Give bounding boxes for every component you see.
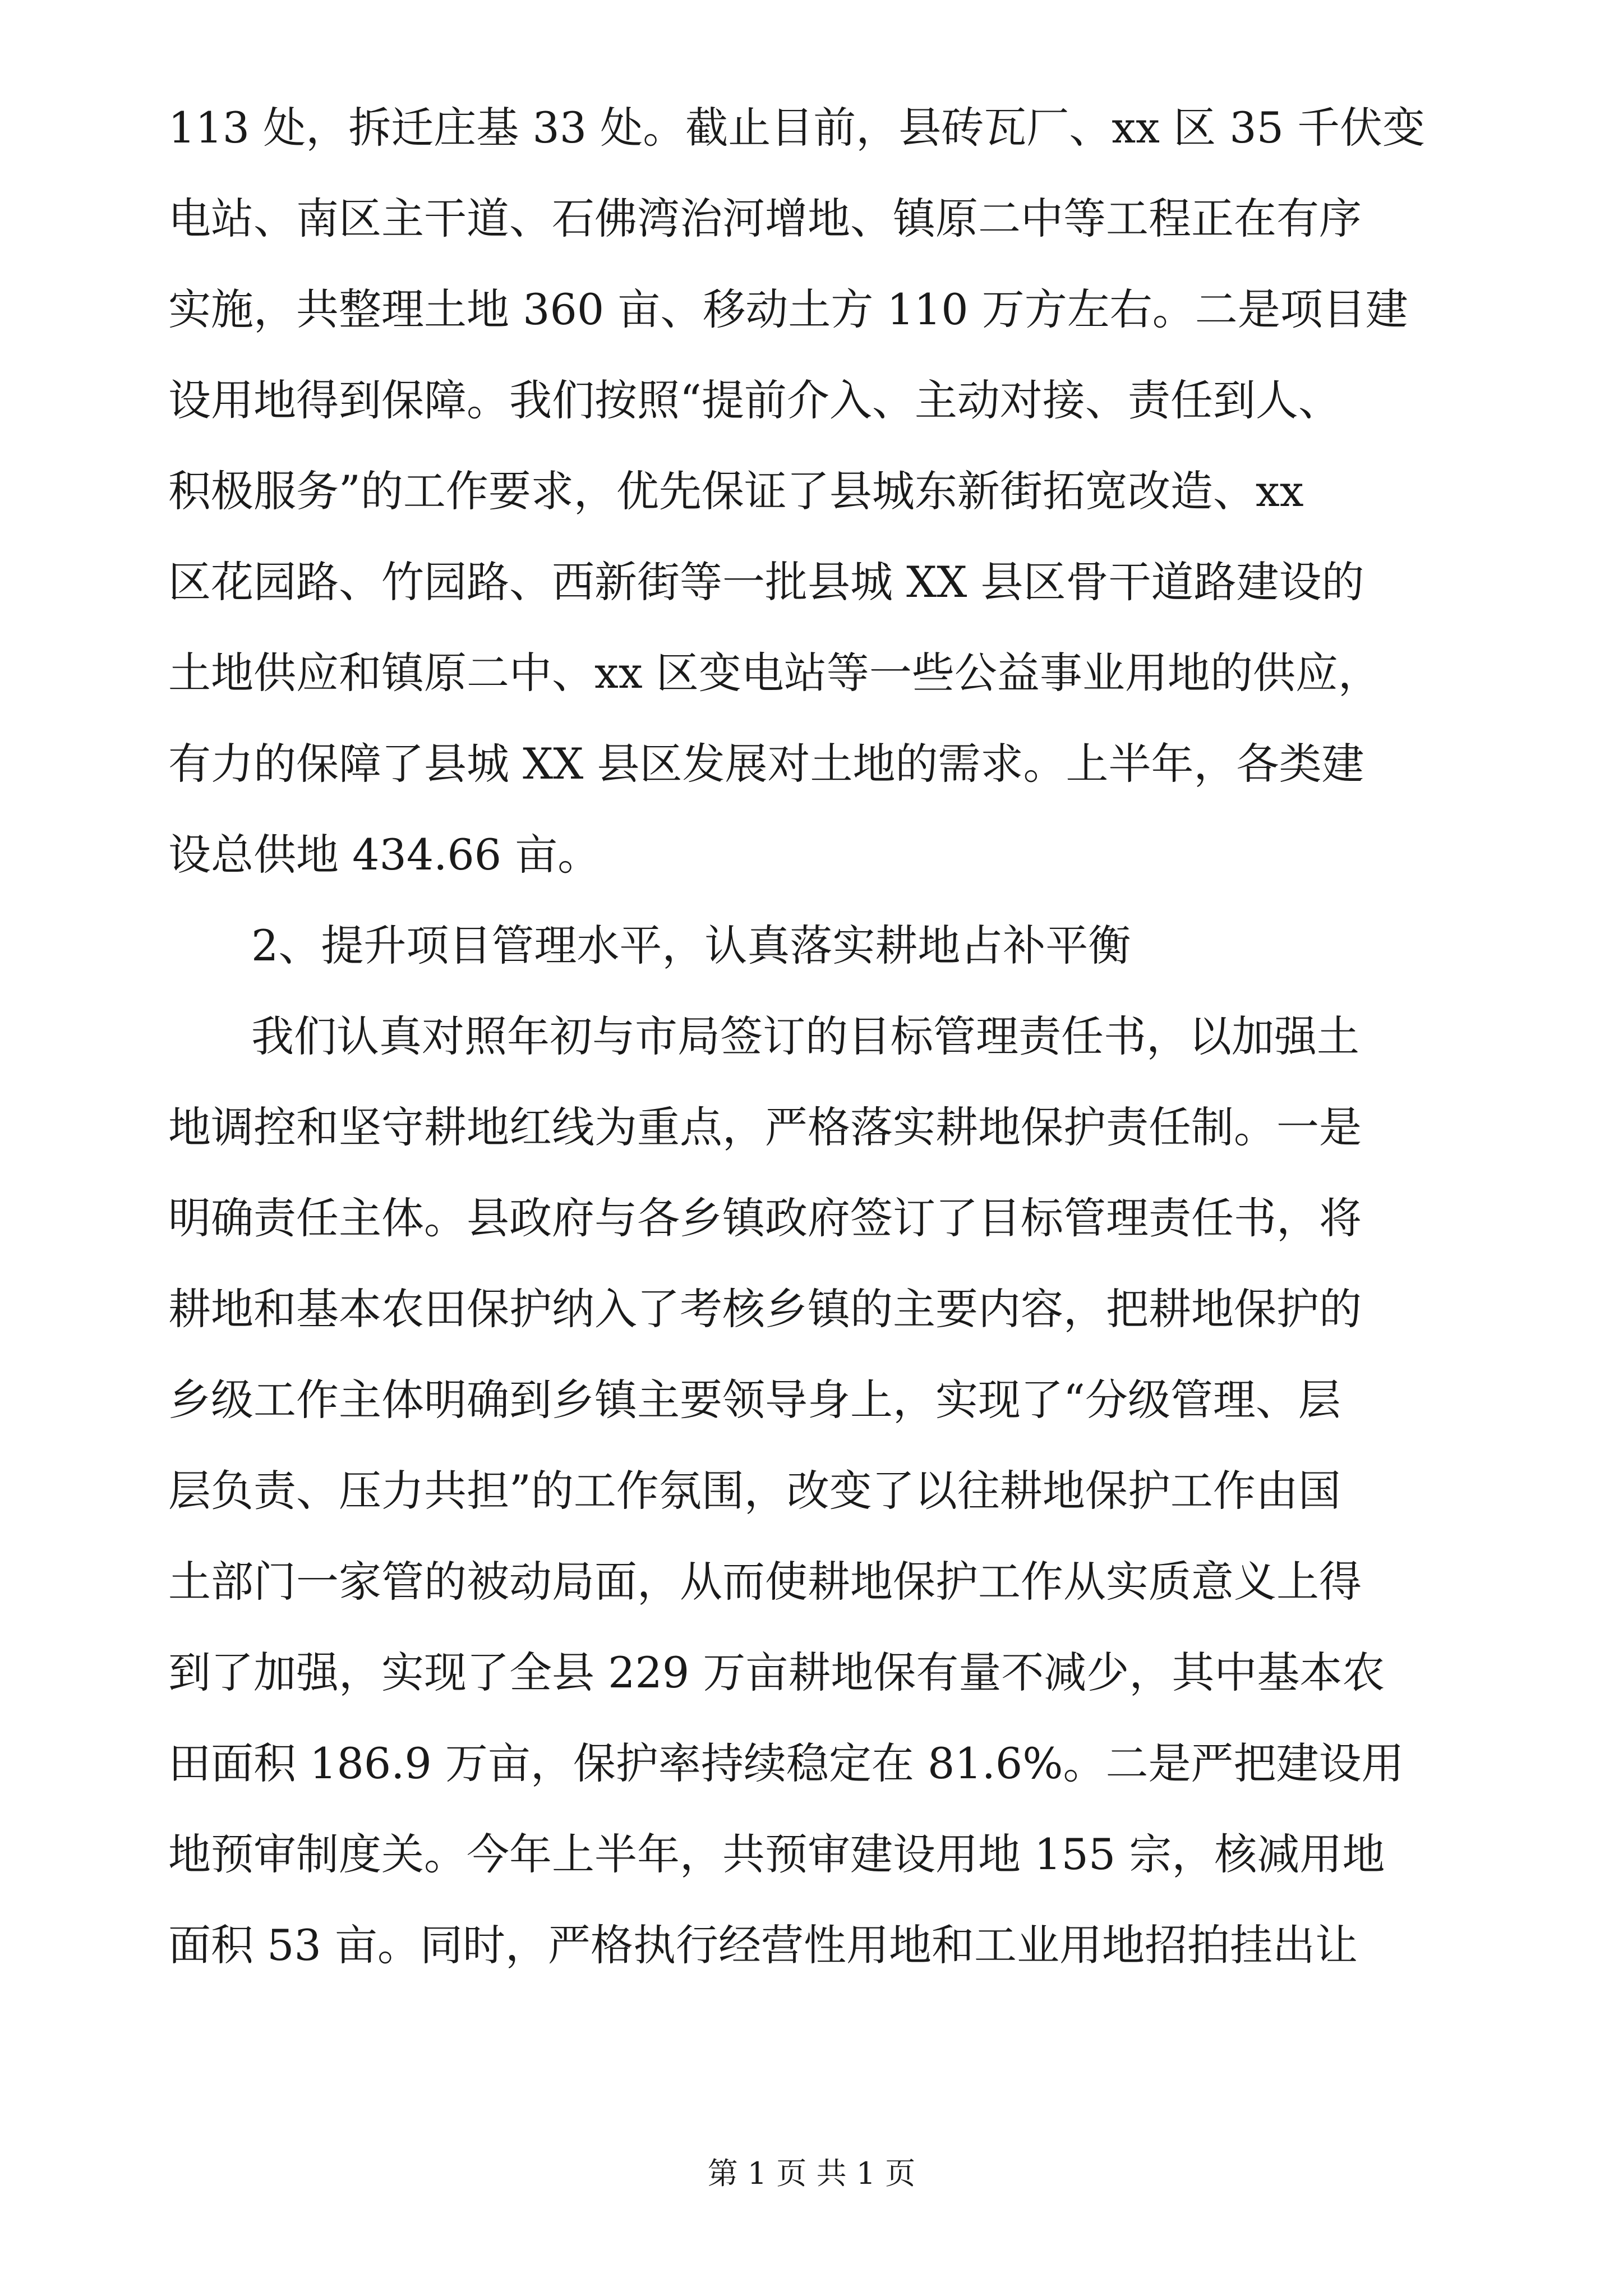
body-text-line: 耕地和基本农田保护纳入了考核乡镇的主要内容，把耕地保护的 [168, 1284, 1362, 1334]
body-text-line: 我们认真对照年初与市局签订的目标管理责任书，以加强土 [251, 1011, 1359, 1061]
body-text-line: 电站、南区主干道、石佛湾治河增地、镇原二中等工程正在有序 [168, 194, 1362, 243]
body-text-line: 地调控和坚守耕地红线为重点，严格落实耕地保护责任制。一是 [168, 1102, 1362, 1152]
section-heading: 2、提升项目管理水平，认真落实耕地占补平衡 [251, 921, 1131, 970]
body-text-line: 实施，共整理土地 360 亩、移动土方 110 万方左右。二是项目建 [168, 284, 1408, 334]
body-text-line: 设总供地 434.66 亩。 [168, 830, 601, 880]
body-text-line: 明确责任主体。县政府与各乡镇政府签订了目标管理责任书，将 [168, 1193, 1362, 1243]
body-text-line: 设用地得到保障。我们按照“提前介入、主动对接、责任到人、 [168, 375, 1341, 425]
body-text-line: 面积 53 亩。同时，严格执行经营性用地和工业用地招拍挂出让 [168, 1920, 1358, 1970]
body-text-line: 田面积 186.9 万亩，保护率持续稳定在 81.6%。二是严把建设用 [168, 1738, 1404, 1788]
body-text-line: 有力的保障了县城 XX 县区发展对土地的需求。上半年，各类建 [168, 739, 1364, 789]
body-text-line: 113 处，拆迁庄基 33 处。截止目前，县砖瓦厂、xx 区 35 千伏变 [168, 103, 1426, 153]
body-text-line: 区花园路、竹园路、西新街等一批县城 XX 县区骨干道路建设的 [168, 557, 1364, 607]
body-text-line: 层负责、压力共担”的工作氛围，改变了以往耕地保护工作由国 [168, 1466, 1341, 1516]
body-text-line: 土部门一家管的被动局面，从而使耕地保护工作从实质意义上得 [168, 1557, 1362, 1607]
page-footer: 第 1 页 共 1 页 [707, 2156, 916, 2191]
body-text-line: 地预审制度关。今年上半年，共预审建设用地 155 宗，核减用地 [168, 1829, 1385, 1879]
body-text-line: 到了加强，实现了全县 229 万亩耕地保有量不减少，其中基本农 [168, 1648, 1385, 1697]
body-text-line: 土地供应和镇原二中、xx 区变电站等一些公益事业用地的供应， [168, 648, 1381, 698]
body-text-line: 积极服务”的工作要求，优先保证了县城东新街拓宽改造、xx [168, 466, 1304, 516]
body-text-line: 乡级工作主体明确到乡镇主要领导身上，实现了“分级管理、层 [168, 1375, 1341, 1425]
